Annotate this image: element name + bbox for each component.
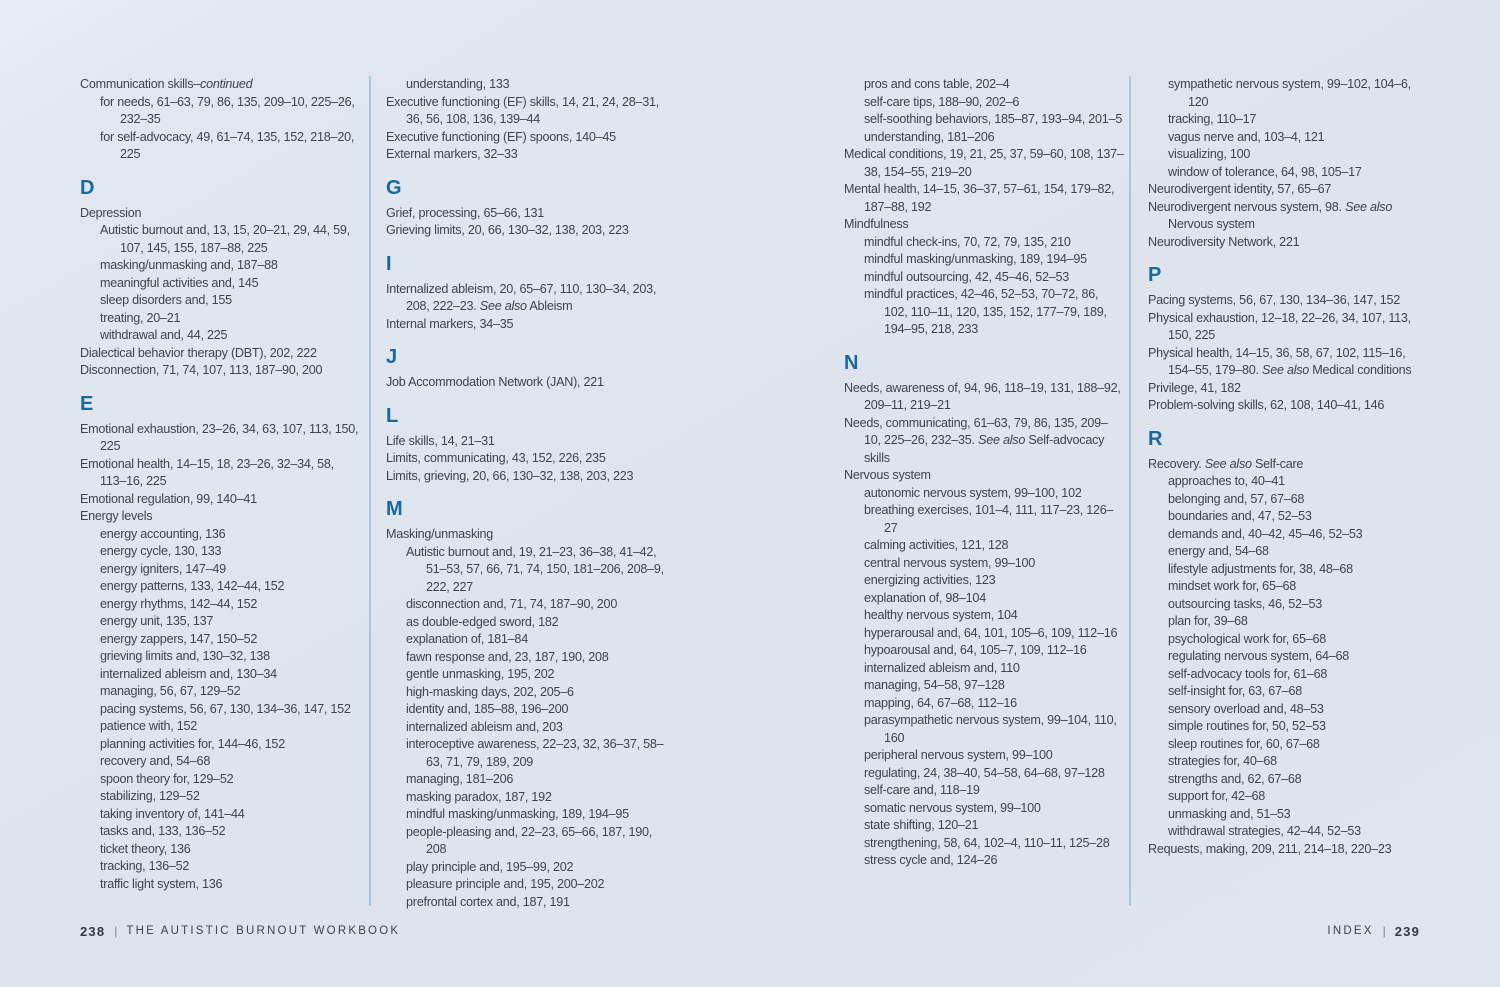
index-entry: self-soothing behaviors, 185–87, 193–94, 201–5	[864, 112, 1123, 126]
index-section-letter: L	[386, 404, 399, 427]
index-entry: internalized ableism and, 110	[864, 660, 1020, 675]
index-entry: masking paradox, 187, 192	[406, 789, 552, 804]
index-entry: internalized ableism and, 203	[406, 719, 563, 734]
index-entry: tasks and, 133, 136–52	[100, 824, 226, 838]
index-entry: tracking, 136–52	[100, 859, 190, 873]
index-entry: belonging and, 57, 67–68	[1168, 491, 1305, 506]
index-entry: regulating nervous system, 64–68	[1168, 649, 1350, 663]
index-entry: visualizing, 100	[1168, 147, 1251, 161]
index-entry: interoceptive awareness, 22–23, 32, 36–37, 58–63, 71, 79, 189, 209	[406, 737, 664, 769]
index-entry: Privilege, 41, 182	[1148, 380, 1241, 395]
index-section-letter: P	[1148, 264, 1162, 286]
index-entry: Communication skills–continued	[80, 77, 253, 91]
index-entry: Limits, grieving, 20, 66, 130–32, 138, 203, 223	[386, 468, 634, 483]
index-entry: pros and cons table, 202–4	[864, 77, 1010, 91]
index-entry: Mindfulness	[844, 217, 909, 231]
index-entry: strengths and, 62, 67–68	[1168, 771, 1302, 786]
index-section-letter: E	[80, 392, 94, 415]
index-entry: Life skills, 14, 21–31	[386, 433, 495, 448]
index-entry: treating, 20–21	[100, 310, 181, 325]
index-entry: outsourcing tasks, 46, 52–53	[1168, 596, 1323, 611]
index-entry: lifestyle adjustments for, 38, 48–68	[1168, 561, 1353, 576]
index-entry: Job Accommodation Network (JAN), 221	[386, 375, 604, 389]
index-entry: people-pleasing and, 22–23, 65–66, 187, 190, 208	[406, 824, 652, 856]
index-column-4	[1148, 76, 1428, 858]
index-section-letter: D	[80, 176, 95, 199]
index-entry: self-advocacy tools for, 61–68	[1168, 666, 1328, 681]
index-entry: energizing activities, 123	[864, 573, 996, 587]
index-entry: Disconnection, 71, 74, 107, 113, 187–90, 200	[80, 363, 323, 377]
column-divider-left-page	[369, 76, 371, 906]
index-entry: sensory overload and, 48–53	[1168, 701, 1324, 716]
index-column-2	[386, 76, 666, 911]
index-entry: prefrontal cortex and, 187, 191	[406, 894, 570, 909]
index-entry: pleasure principle and, 195, 200–202	[406, 877, 605, 891]
index-entry: pacing systems, 56, 67, 130, 134–36, 147, 152	[100, 701, 351, 716]
index-entry: recovery and, 54–68	[100, 754, 211, 768]
index-section-letter: R	[1148, 427, 1163, 450]
index-entry: tracking, 110–17	[1168, 112, 1257, 126]
index-entry: mindful masking/unmasking, 189, 194–95	[406, 807, 629, 821]
index-entry: regulating, 24, 38–40, 54–58, 64–68, 97–128	[864, 765, 1105, 780]
index-section-letter: I	[386, 252, 392, 275]
index-entry: strategies for, 40–68	[1168, 754, 1277, 768]
index-entry: Internal markers, 34–35	[386, 316, 514, 331]
index-entry: patience with, 152	[100, 719, 198, 733]
index-section-letter: M	[386, 498, 403, 520]
index-entry: managing, 181–206	[406, 772, 514, 786]
index-entry: identity and, 185–88, 196–200	[406, 702, 569, 716]
index-entry: Medical conditions, 19, 21, 25, 37, 59–60, 108, 137–38, 154–55, 219–20	[844, 147, 1124, 179]
book-title: THE AUTISTIC BURNOUT WORKBOOK	[126, 925, 401, 937]
footer-separator-left: |	[114, 924, 118, 938]
index-entry: traffic light system, 136	[100, 876, 223, 891]
index-entry: strengthening, 58, 64, 102–4, 110–11, 125–28	[864, 835, 1110, 850]
index-entry: gentle unmasking, 195, 202	[406, 667, 555, 681]
index-entry: demands and, 40–42, 45–46, 52–53	[1168, 526, 1363, 541]
index-entry: self-care and, 118–19	[864, 783, 980, 797]
index-entry: Energy levels	[80, 509, 153, 523]
index-entry: peripheral nervous system, 99–100	[864, 748, 1053, 762]
index-entry: state shifting, 120–21	[864, 818, 979, 832]
index-entry: internalized ableism and, 130–34	[100, 666, 277, 681]
footer-right	[1080, 921, 1420, 941]
column-divider-right-page	[1129, 76, 1131, 906]
index-entry: Emotional exhaustion, 23–26, 34, 63, 107, 113, 150, 225	[80, 421, 359, 453]
index-entry: high-masking days, 202, 205–6	[406, 684, 574, 699]
index-entry: unmasking and, 51–53	[1168, 806, 1291, 821]
index-entry: play principle and, 195–99, 202	[406, 859, 574, 874]
footer-separator-right: |	[1382, 924, 1386, 938]
index-entry: Depression	[80, 205, 142, 220]
index-entry: sympathetic nervous system, 99–102, 104–6, 120	[1168, 77, 1411, 109]
index-entry: Pacing systems, 56, 67, 130, 134–36, 147, 152	[1148, 293, 1401, 307]
index-entry: energy accounting, 136	[100, 526, 226, 541]
index-entry: energy cycle, 130, 133	[100, 544, 222, 558]
index-entry: central nervous system, 99–100	[864, 555, 1036, 570]
index-entry: mindful check-ins, 70, 72, 79, 135, 210	[864, 234, 1071, 249]
index-entry: mindful masking/unmasking, 189, 194–95	[864, 252, 1087, 266]
index-entry: window of tolerance, 64, 98, 105–17	[1168, 164, 1362, 179]
index-entry: parasympathetic nervous system, 99–104, 110, 160	[864, 713, 1117, 745]
index-entry: hyperarousal and, 64, 101, 105–6, 109, 112–16	[864, 625, 1118, 640]
index-entry: Needs, communicating, 61–63, 79, 86, 135, 209–10, 225–26, 232–35. See also Self-advocacy skills	[844, 415, 1108, 465]
index-entry: stabilizing, 129–52	[100, 789, 200, 803]
index-entry: mapping, 64, 67–68, 112–16	[864, 695, 1017, 710]
index-entry: somatic nervous system, 99–100	[864, 800, 1041, 815]
index-entry: Executive functioning (EF) spoons, 140–45	[386, 129, 616, 144]
index-entry: hypoarousal and, 64, 105–7, 109, 112–16	[864, 643, 1087, 657]
index-entry: Masking/unmasking	[386, 527, 494, 541]
index-entry: stress cycle and, 124–26	[864, 853, 998, 867]
index-entry: calming activities, 121, 128	[864, 538, 1009, 552]
page-number-left: 238	[80, 923, 106, 939]
index-entry: withdrawal strategies, 42–44, 52–53	[1168, 824, 1361, 838]
index-entry: managing, 54–58, 97–128	[864, 678, 1005, 692]
index-entry: energy igniters, 147–49	[100, 561, 226, 576]
index-section-letter: G	[386, 176, 402, 199]
index-entry: mindset work for, 65–68	[1168, 579, 1296, 593]
index-entry: energy patterns, 133, 142–44, 152	[100, 579, 285, 593]
index-entry: Physical exhaustion, 12–18, 22–26, 34, 107, 113, 150, 225	[1148, 310, 1411, 342]
index-column-1	[80, 76, 360, 893]
index-entry: Neurodivergent nervous system, 98. See also Nervous system	[1148, 199, 1393, 231]
index-entry: support for, 42–68	[1168, 789, 1266, 803]
index-entry: Autistic burnout and, 19, 21–23, 36–38, 41–42, 51–53, 57, 66, 71, 74, 150, 181–206, 208–9, 222, 227	[406, 544, 664, 594]
index-entry: simple routines for, 50, 52–53	[1168, 719, 1326, 733]
index-entry: breathing exercises, 101–4, 111, 117–23, 126–27	[864, 503, 1114, 535]
index-entry: understanding, 181–206	[864, 129, 995, 144]
index-entry: Executive functioning (EF) skills, 14, 21, 24, 28–31, 36, 56, 108, 136, 139–44	[386, 94, 660, 126]
index-entry: Recovery. See also Self-care	[1148, 456, 1304, 471]
index-column-3	[844, 76, 1124, 870]
index-entry: meaningful activities and, 145	[100, 275, 259, 290]
index-entry: for needs, 61–63, 79, 86, 135, 209–10, 225–26, 232–35	[100, 94, 355, 126]
index-section-letter: N	[844, 351, 859, 374]
index-entry: approaches to, 40–41	[1168, 474, 1285, 488]
index-entry: self-care tips, 188–90, 202–6	[864, 94, 1020, 109]
index-entry: Emotional health, 14–15, 18, 23–26, 32–34, 58, 113–16, 225	[80, 456, 334, 488]
index-entry: explanation of, 98–104	[864, 590, 986, 605]
index-entry: psychological work for, 65–68	[1168, 631, 1326, 646]
index-label: INDEX	[1327, 925, 1374, 937]
page-number-right: 239	[1394, 923, 1420, 939]
index-entry: Limits, communicating, 43, 152, 226, 235	[386, 451, 606, 465]
index-entry: Autistic burnout and, 13, 15, 20–21, 29, 44, 59, 107, 145, 155, 187–88, 225	[100, 223, 350, 255]
index-entry: Requests, making, 209, 211, 214–18, 220–23	[1148, 841, 1392, 856]
index-entry: boundaries and, 47, 52–53	[1168, 509, 1312, 523]
index-entry: energy zappers, 147, 150–52	[100, 631, 258, 646]
index-entry: disconnection and, 71, 74, 187–90, 200	[406, 597, 618, 611]
index-entry: explanation of, 181–84	[406, 632, 528, 646]
index-entry: masking/unmasking and, 187–88	[100, 258, 278, 272]
index-entry: energy unit, 135, 137	[100, 614, 214, 628]
index-entry: External markers, 32–33	[386, 147, 518, 161]
index-entry: Mental health, 14–15, 36–37, 57–61, 154, 179–82, 187–88, 192	[844, 182, 1115, 214]
index-entry: autonomic nervous system, 99–100, 102	[864, 485, 1082, 500]
index-entry: vagus nerve and, 103–4, 121	[1168, 129, 1325, 144]
index-entry: sleep routines for, 60, 67–68	[1168, 736, 1320, 751]
index-entry: ticket theory, 136	[100, 841, 191, 856]
index-entry: Grief, processing, 65–66, 131	[386, 205, 544, 220]
index-entry: Neurodivergent identity, 57, 65–67	[1148, 182, 1332, 196]
footer-left	[80, 921, 400, 941]
index-entry: Grieving limits, 20, 66, 130–32, 138, 203, 223	[386, 223, 629, 237]
index-section-letter: J	[386, 346, 398, 368]
index-entry: withdrawal and, 44, 225	[100, 328, 228, 342]
index-entry: Dialectical behavior therapy (DBT), 202, 222	[80, 345, 317, 360]
index-entry: fawn response and, 23, 187, 190, 208	[406, 649, 609, 664]
index-entry: taking inventory of, 141–44	[100, 806, 245, 821]
index-entry: energy rhythms, 142–44, 152	[100, 596, 258, 611]
index-entry: mindful outsourcing, 42, 45–46, 52–53	[864, 269, 1069, 284]
index-entry: Emotional regulation, 99, 140–41	[80, 491, 257, 506]
index-entry: self-insight for, 63, 67–68	[1168, 684, 1302, 698]
index-entry: planning activities for, 144–46, 152	[100, 736, 285, 751]
index-entry: energy and, 54–68	[1168, 544, 1269, 558]
index-entry: Neurodiversity Network, 221	[1148, 234, 1300, 249]
index-entry: Internalized ableism, 20, 65–67, 110, 130–34, 203, 208, 222–23. See also Ableism	[386, 281, 657, 313]
index-entry: spoon theory for, 129–52	[100, 771, 234, 786]
index-entry: Nervous system	[844, 468, 931, 482]
index-entry: Physical health, 14–15, 36, 58, 67, 102, 115–16, 154–55, 179–80. See also Medical conditions	[1148, 345, 1412, 377]
index-entry: for self-advocacy, 49, 61–74, 135, 152, 218–20, 225	[100, 129, 355, 161]
index-entry: grieving limits and, 130–32, 138	[100, 649, 270, 663]
index-entry: managing, 56, 67, 129–52	[100, 684, 241, 698]
index-entry: Problem-solving skills, 62, 108, 140–41, 146	[1148, 398, 1385, 412]
index-entry: as double-edged sword, 182	[406, 614, 559, 629]
index-entry: mindful practices, 42–46, 52–53, 70–72, 86, 102, 110–11, 120, 135, 152, 177–79, 189, 194–95, 218, 233	[864, 287, 1107, 336]
index-entry: plan for, 39–68	[1168, 614, 1248, 628]
index-entry: understanding, 133	[406, 77, 510, 91]
index-entry: sleep disorders and, 155	[100, 293, 232, 307]
index-entry: Needs, awareness of, 94, 96, 118–19, 131, 188–92, 209–11, 219–21	[844, 380, 1121, 412]
index-entry: healthy nervous system, 104	[864, 608, 1018, 622]
